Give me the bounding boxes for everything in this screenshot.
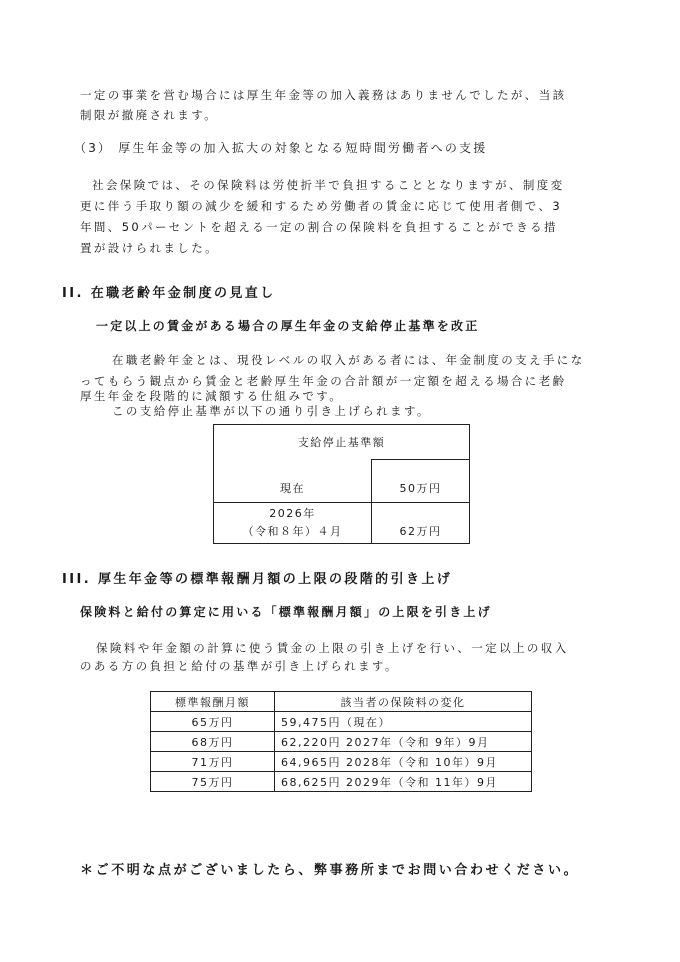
- intro-line-1: 一定の事業を営む場合には厚生年金等の加入義務はありませんでしたが、当該: [80, 88, 567, 102]
- premium-change-cell: 59,475円（現在）: [275, 712, 532, 732]
- section-3-heading: （3） 厚生年金等の加入拡大の対象となる短時間労働者への支援: [74, 141, 488, 155]
- threshold-row-label: [214, 460, 372, 503]
- threshold-row-value: [372, 460, 470, 503]
- section-iii-line-2: のある方の負担と給付の基準が引き上げられます。: [80, 659, 399, 673]
- column-header-premium-change: 該当者の保険料の変化: [275, 692, 532, 712]
- threshold-label-2026-era: （令和８年）４月: [242, 524, 343, 538]
- monthly-amount-cell: 68万円: [151, 732, 275, 752]
- column-header-monthly-amount: 標準報酬月額: [151, 692, 275, 712]
- monthly-amount-cell: 75万円: [151, 772, 275, 792]
- monthly-amount-cell: 65万円: [151, 712, 275, 732]
- threshold-value-current: 50万円: [399, 481, 442, 495]
- table-row: [151, 772, 532, 792]
- section-ii-subheading: 一定以上の賃金がある場合の厚生年金の支給停止基準を改正: [96, 319, 480, 333]
- threshold-value-2026: 62万円: [399, 524, 442, 538]
- section-3-line-3: 年間、50パーセントを超える一定の割合の保険料を負担することができる措: [80, 220, 558, 234]
- threshold-header-label: 支給停止基準額: [297, 436, 386, 449]
- suspension-threshold-table: [213, 424, 470, 544]
- threshold-row-label: [214, 502, 372, 543]
- table-row: [214, 460, 470, 503]
- section-3-line-4: 置が設けられました。: [80, 241, 219, 255]
- premium-change-cell: 62,220円 2027年（令和 9年）9月: [275, 732, 532, 752]
- contact-note: ＊ご不明な点がございましたら、弊事務所までお問い合わせください。: [80, 863, 580, 878]
- section-ii-line-3: 厚生年金を段階的に減額する仕組みです。: [80, 389, 344, 403]
- threshold-row-value: [372, 502, 470, 543]
- threshold-table-header: [214, 425, 470, 460]
- section-iii-subheading: 保険料と給付の算定に用いる「標準報酬月額」の上限を引き上げ: [80, 605, 492, 619]
- section-ii-line-4: この支給停止基準が以下の通り引き上げられます。: [112, 404, 431, 418]
- table-row: [151, 732, 532, 752]
- section-ii-line-2: ってもらう観点から賃金と老齢厚生年金の合計額が一定額を超える場合に老齢: [80, 374, 567, 388]
- threshold-label-current: 現在: [280, 481, 305, 495]
- section-iii-heading: III. 厚生年金等の標準報酬月額の上限の段階的引き上げ: [62, 572, 453, 587]
- standard-remuneration-table: [150, 691, 532, 792]
- section-ii-line-1: 在職老齢年金とは、現役レベルの収入がある者には、年金制度の支え手にな: [112, 353, 585, 367]
- section-3-line-1: 社会保険では、その保険料は労使折半で負担することとなりますが、制度変: [92, 178, 565, 192]
- section-3-line-2: 更に伴う手取り額の減少を緩和するため労働者の賃金に応じて使用者側で、3: [80, 199, 563, 213]
- intro-line-2: 制限が撤廃されます。: [80, 108, 219, 122]
- section-iii-line-1: 保険料や年金額の計算に使う賃金の上限の引き上げを行い、一定以上の収入: [96, 641, 569, 655]
- monthly-amount-cell: 71万円: [151, 752, 275, 772]
- premium-change-cell: 68,625円 2029年（令和 11年）9月: [275, 772, 532, 792]
- table-row: [214, 502, 470, 543]
- section-ii-heading: II. 在職老齢年金制度の見直し: [62, 286, 276, 301]
- table-row: [151, 712, 532, 732]
- threshold-label-2026: 2026年: [269, 506, 316, 520]
- table-row: [151, 752, 532, 772]
- premium-change-cell: 64,965円 2028年（令和 10年）9月: [275, 752, 532, 772]
- table-header-row: [151, 692, 532, 712]
